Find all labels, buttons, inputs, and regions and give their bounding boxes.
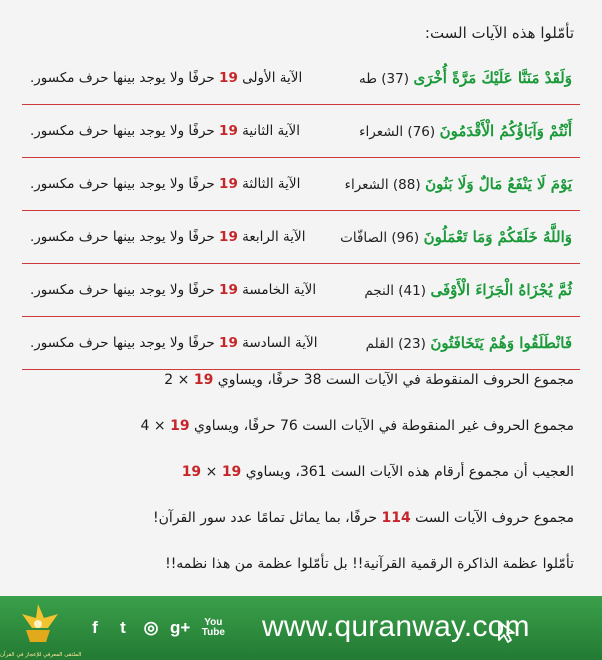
desc-b: حرفًا ولا يوجد بينها حرف مكسور. [30,123,220,139]
sum-text-tail: حرفًا، بما يماثل تمامًا عدد سور القرآن! [153,510,382,526]
desc-a: الآية الرابعة [237,229,306,245]
intro-text: تأمّلوا هذه الآيات الست: [424,24,574,42]
desc-a: الآية الثانية [237,123,300,139]
website-link[interactable]: www.quranway.com [262,610,530,643]
verse-table [22,52,580,370]
summary-line [22,506,574,552]
verse-cell [359,105,572,157]
verse-desc [30,317,317,369]
desc-b: حرفًا ولا يوجد بينها حرف مكسور. [30,335,220,351]
summary-line [22,460,574,506]
letter-count: 19 [219,335,238,351]
sum-number-tail: 19 [181,464,202,480]
verse-desc [30,105,300,157]
verse-text: يَوْمَ لَا يَنْفَعُ مَالٌ وَلَا بَنُونَ [425,175,572,193]
youtube-icon[interactable]: You Tube [201,617,225,638]
desc-b: حرفًا ولا يوجد بينها حرف مكسور. [30,176,220,192]
verse-ref: (88) الشعراء [344,177,421,193]
verse-desc [30,158,300,210]
verse-cell [359,52,572,104]
verse-ref: (37) طه [358,71,409,87]
summary-line [22,368,574,414]
verse-row [22,52,580,105]
logo-caption: الملتقى المعرفي للإعجاز في القرآن [0,652,82,658]
sum-number: 19 [193,372,214,388]
verse-row [22,211,580,264]
sum-text-tail: × 4 [140,418,171,434]
verse-cell [345,158,572,210]
desc-b: حرفًا ولا يوجد بينها حرف مكسور. [30,229,220,245]
facebook-icon[interactable]: f [92,618,98,637]
letter-count: 19 [219,176,238,192]
sum-text: العجيب أن مجموع أرقام هذه الآيات الست 361، ويساوي [241,464,574,480]
verse-ref: (96) الصافّات [340,230,420,246]
verse-row [22,264,580,317]
instagram-icon[interactable]: ◎ [143,618,159,637]
sum-text: مجموع الحروف المنقوطة في الآيات الست 38 حرفًا، ويساوي [213,372,574,388]
verse-ref: (41) النجم [364,283,426,299]
verse-text: ثُمَّ يُجْزَاهُ الْجَزَاءَ الْأَوْفَى [430,281,572,299]
sum-text-tail: × 2 [164,372,194,388]
verse-row [22,105,580,158]
verse-row [22,158,580,211]
desc-a: الآية الثالثة [237,176,301,192]
desc-a: الآية السادسة [237,335,318,351]
site-logo-icon[interactable] [6,600,70,656]
cursor-icon [496,620,518,644]
verse-row [22,317,580,370]
letter-count: 19 [219,282,238,298]
desc-b: حرفًا ولا يوجد بينها حرف مكسور. [30,70,220,86]
letter-count: 19 [219,229,238,245]
verse-cell [364,264,572,316]
verse-text: أَنْتُمْ وَآبَاؤُكُمُ الْأَقْدَمُونَ [439,122,572,140]
verse-cell [366,317,572,369]
verse-text: فَانْطَلَقُوا وَهُمْ يَتَخَافَتُونَ [430,334,572,352]
sum-number: 19 [170,418,190,434]
desc-a: الآية الخامسة [237,282,317,298]
desc-a: الآية الأولى [237,70,303,86]
verse-desc [30,264,316,316]
google-plus-icon[interactable]: g+ [170,618,191,637]
verse-text: وَاللَّهُ خَلَقَكُمْ وَمَا تَعْمَلُونَ [423,228,572,246]
desc-b: حرفًا ولا يوجد بينها حرف مكسور. [30,282,220,298]
verse-cell [340,211,572,263]
verse-ref: (76) الشعراء [359,124,436,140]
summary-line [22,552,574,598]
summary-line [22,414,574,460]
sum-text: مجموع الحروف غير المنقوطة في الآيات الست 76 حرفًا، ويساوي [189,418,574,434]
footer-bar [0,596,602,660]
sum-text-tail: × [201,464,222,480]
sum-number: 19 [221,464,242,480]
sum-text: تأمّلوا عظمة الذاكرة الرقمية القرآنية!! بل تأمّلوا عظمة من هذا نظمه!! [165,556,574,572]
verse-desc [30,211,305,263]
letter-count: 19 [219,70,238,86]
verse-text: وَلَقَدْ مَنَنَّا عَلَيْكَ مَرَّةً أُخْرَى [413,69,572,87]
verse-ref: (23) القلم [365,336,426,352]
letter-count: 19 [219,123,238,139]
summary-block [22,368,574,598]
verse-desc [30,52,302,104]
sum-text: مجموع حروف الآيات الست [410,510,574,526]
sum-number: 114 [381,510,411,526]
twitter-icon[interactable]: t [120,618,126,637]
social-links [86,614,226,642]
